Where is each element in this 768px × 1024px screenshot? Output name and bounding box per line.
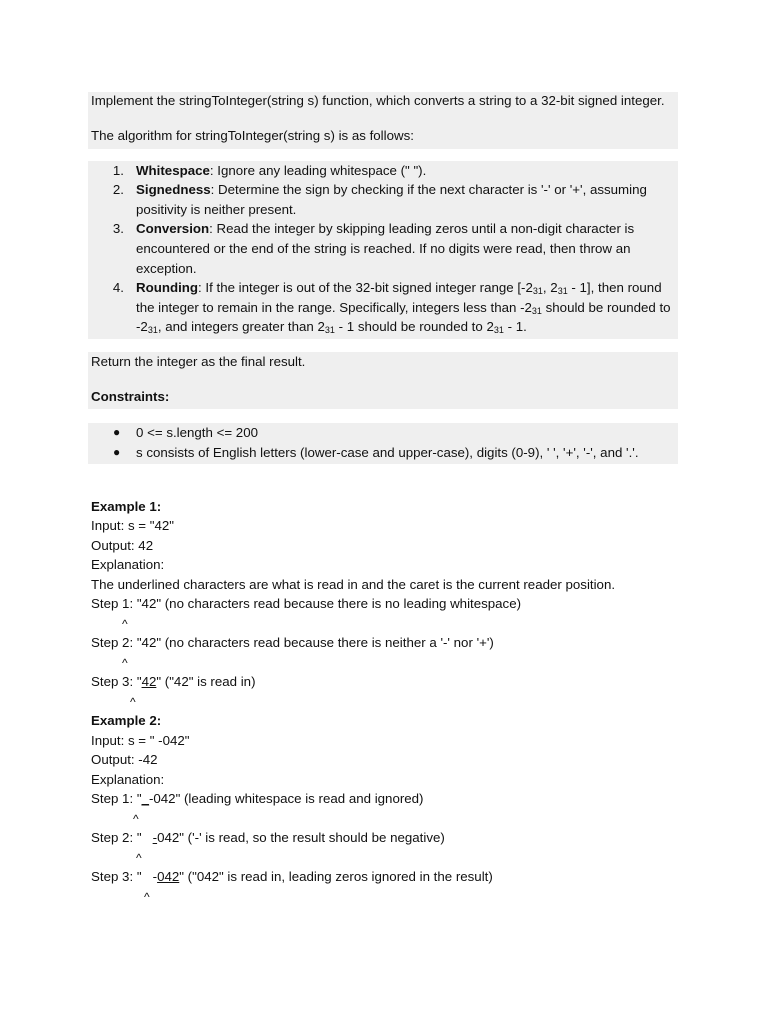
step-text: : Ignore any leading whitespace (" "). [209,163,427,178]
constraint-item: 0 <= s.length <= 200 [136,425,258,440]
step-term: Signedness [136,182,211,197]
caret-icon: ^ [130,695,136,709]
step-text: Step 3: " [91,869,153,884]
step-text: - 1 should be rounded to 2 [334,319,494,334]
example-1-title: Example 1: [91,499,162,514]
example-1-input: Input: s = "42" [91,518,174,533]
read-characters: - [152,830,158,845]
step-rounding [136,280,662,296]
step-text: , and integers greater than 2 [157,319,325,334]
example-1-step-1: Step 1: "42" (no characters read because there is no leading whitespace) [91,596,522,611]
step-number: 2. [112,182,124,197]
constraints-title: Constraints: [91,389,170,404]
step-text: : Read the integer by skipping leading zeros until a non-digit character is [209,221,635,236]
example-2-input: Input: s = " -042" [91,733,190,748]
return-text: Return the integer as the final result. [91,354,306,369]
example-1-note: The underlined characters are what is read in and the caret is the current reader position. [91,577,616,592]
step-conversion [136,221,634,237]
caret-icon: ^ [122,656,128,670]
exponent: 31 [147,325,158,335]
example-1-step-3 [91,674,256,690]
step-term: Conversion [136,221,210,236]
caret-icon: ^ [122,617,128,631]
example-2-explanation: Explanation: [91,772,165,787]
example-2-step-1 [91,791,424,807]
step-text: 042" ('-' is read, so the result should be negative) [157,830,445,845]
example-1-output: Output: 42 [91,538,154,553]
caret-icon: ^ [133,812,139,826]
step-text: the integer to remain in the range. Specifically, integers less than -2 [136,300,532,315]
step-text: , 2 [542,280,558,295]
step-text: " ("42" is read in) [156,674,256,689]
bullet-icon: ● [113,425,121,439]
step-text: Step 1: " [91,791,142,806]
step-text: : Determine the sign by checking if the next character is '-' or '+', assuming [210,182,647,197]
bullet-icon: ● [113,445,121,459]
exponent: 31 [493,325,504,335]
read-characters: 42 [141,674,157,689]
step-text: " ("042" is read in, leading zeros ignored in the result) [179,869,493,884]
example-1-step-2: Step 2: "42" (no characters read because there is neither a '-' nor '+') [91,635,494,650]
example-2-title: Example 2: [91,713,162,728]
step-text: encountered or the end of the string is reached. If no digits were read, then throw an [136,241,631,256]
step-text [136,319,527,335]
step-text: -042" (leading whitespace is read and ignored) [148,791,424,806]
caret-icon: ^ [144,890,150,904]
step-number: 4. [112,280,124,295]
step-number: 3. [112,221,124,236]
step-term: Rounding [136,280,199,295]
step-signedness [136,182,647,198]
intro-line-2: The algorithm for stringToInteger(string s) is as follows: [91,128,414,143]
step-text: should be rounded to [541,300,671,315]
step-text [136,300,671,316]
example-2-output: Output: -42 [91,752,158,767]
example-2-step-3 [91,869,493,885]
exponent: 31 [532,286,543,296]
step-text: - 1], then round [567,280,662,295]
intro-line-1: Implement the stringToInteger(string s) function, which converts a string to a 32-bit signed integer. [91,93,665,108]
read-characters: _ [141,791,149,806]
read-characters: 042 [157,869,180,884]
step-number: 1. [112,163,124,178]
step-text: Step 2: " [91,830,153,845]
step-text: : If the integer is out of the 32-bit signed integer range [-2 [198,280,533,295]
step-text: Step 3: " [91,674,142,689]
step-text: - 1. [503,319,527,334]
step-text: -2 [136,319,148,334]
step-term: Whitespace [136,163,210,178]
constraint-item: s consists of English letters (lower-case and upper-case), digits (0-9), ' ', '+', '-', and '.'. [136,445,639,460]
step-whitespace [136,163,426,179]
step-text: positivity is neither present. [136,202,297,217]
example-2-step-2 [91,830,445,846]
exponent: 31 [324,325,335,335]
caret-icon: ^ [136,851,142,865]
exponent: 31 [557,286,568,296]
sign-character: - [152,869,158,884]
example-1-explanation: Explanation: [91,557,165,572]
step-text: exception. [136,261,197,276]
exponent: 31 [531,306,542,316]
